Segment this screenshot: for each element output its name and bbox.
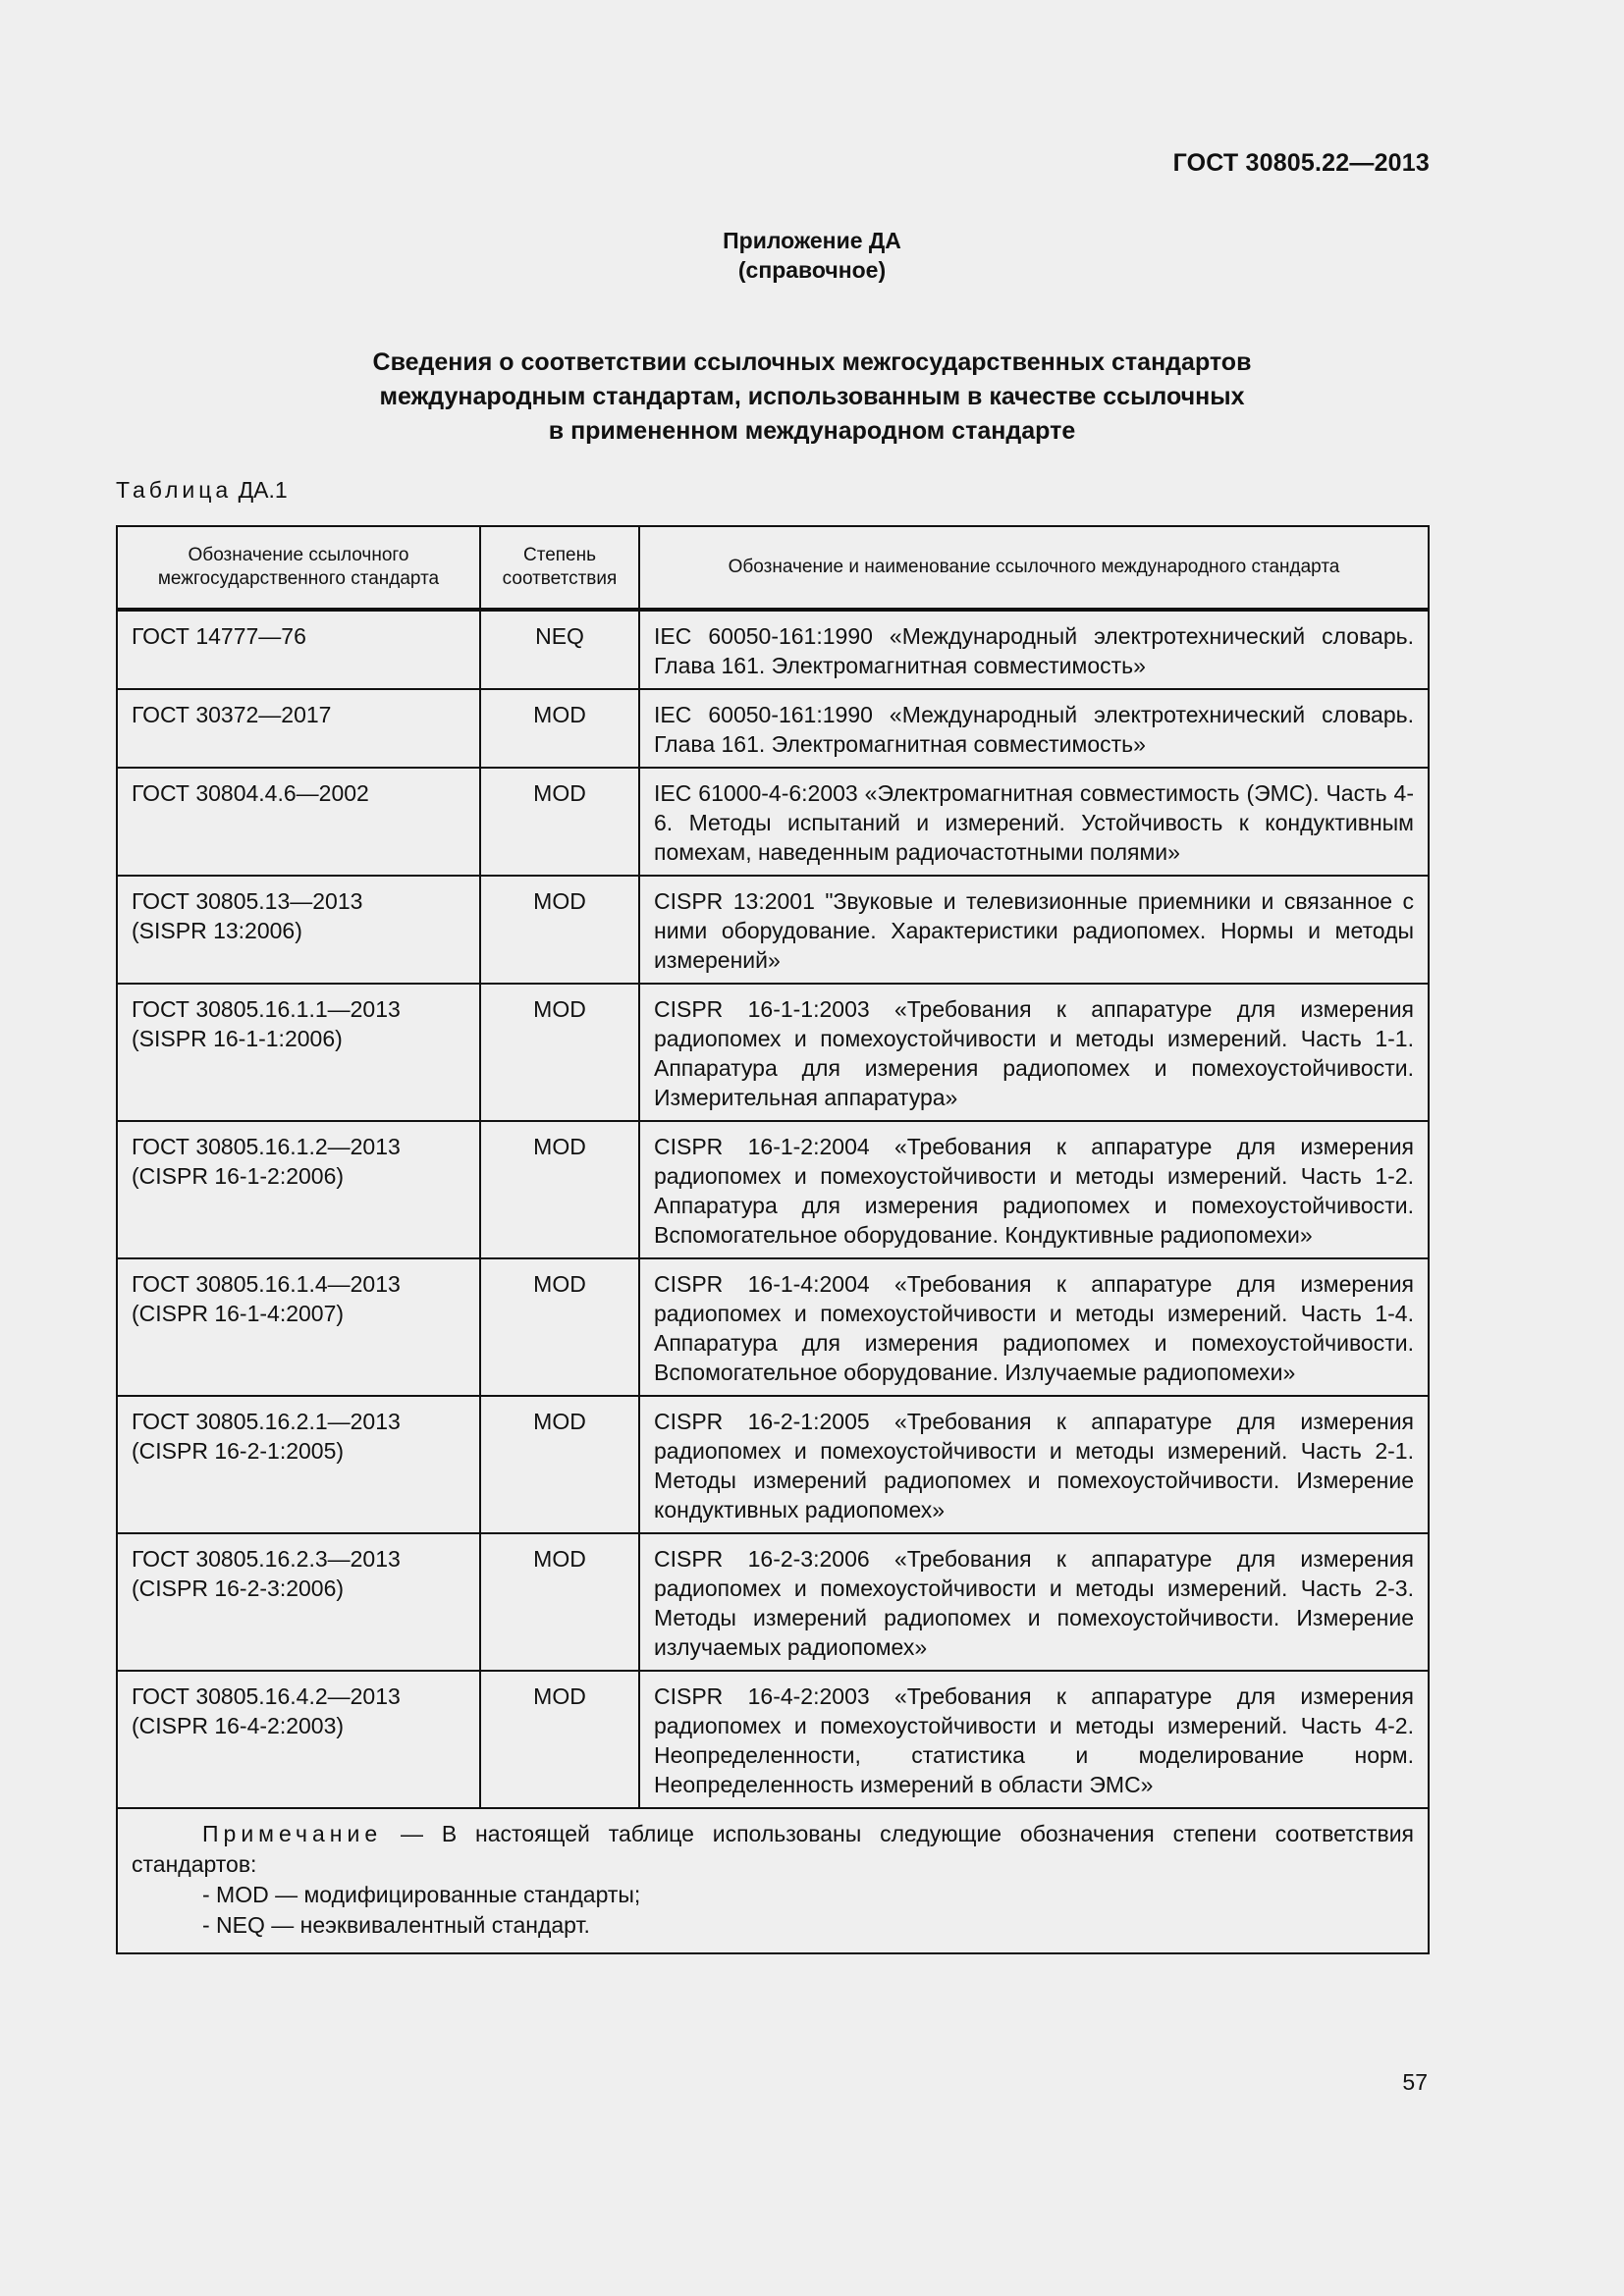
cell-gost (117, 1121, 480, 1258)
cell-degree: MOD (480, 689, 639, 768)
cell-gost (117, 1671, 480, 1808)
cell-gost (117, 689, 480, 768)
cell-international: CISPR 16-4-2:2003 «Требования к аппаратуре для измерения радиопомех и помехоустойчивости и методы измерений. Часть 4-2. Неопределенности, статистика и моделирование норм. Неопределенность измерений в области ЭМС» (639, 1671, 1429, 1808)
section-title-line: Сведения о соответствии ссылочных межгосударственных стандартов (372, 348, 1252, 376)
intl-code: (SISPR 16-1-1:2006) (132, 1026, 343, 1051)
gost-code: ГОСТ 30805.16.1.1—2013 (132, 996, 401, 1022)
table-label-number: ДА.1 (232, 477, 288, 503)
annex-title: Приложение ДА (723, 228, 901, 253)
cell-international: CISPR 16-1-2:2004 «Требования к аппаратуре для измерения радиопомех и помехоустойчивости и методы измерений. Часть 1-2. Аппаратура для измерения радиопомех и помехоустойчивости. Вспомогательное оборудование. Кондуктивные радиопомехи» (639, 1121, 1429, 1258)
gost-code: ГОСТ 30372—2017 (132, 702, 332, 727)
gost-code: ГОСТ 30805.16.1.4—2013 (132, 1271, 401, 1297)
gost-code: ГОСТ 30805.16.4.2—2013 (132, 1683, 401, 1709)
cell-degree: MOD (480, 1121, 639, 1258)
page-number: 57 (1402, 2069, 1428, 2095)
note-label: Примечание (202, 1821, 383, 1846)
table-label-word: Таблица (116, 477, 233, 503)
cell-gost (117, 876, 480, 984)
gost-code: ГОСТ 30804.4.6—2002 (132, 780, 369, 806)
intl-code: (CISPR 16-1-2:2006) (132, 1163, 345, 1189)
section-title-line: в примененном международном стандарте (548, 417, 1076, 445)
intl-code: (CISPR 16-2-3:2006) (132, 1575, 345, 1601)
table-row (117, 1396, 1429, 1533)
section-title (0, 346, 1624, 449)
table-row (117, 1671, 1429, 1808)
table-note-row (117, 1808, 1429, 1953)
table-row (117, 1533, 1429, 1671)
note-text: — В настоящей таблице использованы следующие обозначения степени соответствия стандартов: (132, 1821, 1414, 1877)
standards-table (116, 525, 1430, 1954)
annex-subtitle: (справочное) (737, 257, 887, 283)
table-row (117, 610, 1429, 689)
cell-international: CISPR 16-1-4:2004 «Требования к аппаратуре для измерения радиопомех и помехоустойчивости и методы измерений. Часть 1-4. Аппаратура для измерения радиопомех и помехоустойчивости. Вспомогательное оборудование. Излучаемые радиопомехи» (639, 1258, 1429, 1396)
cell-degree: MOD (480, 768, 639, 876)
cell-degree: MOD (480, 1396, 639, 1533)
gost-code: ГОСТ 30805.16.2.1—2013 (132, 1409, 401, 1434)
table-row (117, 1258, 1429, 1396)
cell-gost (117, 984, 480, 1121)
cell-international: CISPR 16-1-1:2003 «Требования к аппаратуре для измерения радиопомех и помехоустойчивости и методы измерений. Часть 1-1. Аппаратура для измерения радиопомех и помехоустойчивости. Измерительная аппаратура» (639, 984, 1429, 1121)
header-text: Степень (522, 545, 597, 565)
header-international-standard: Обозначение и наименование ссылочного международного стандарта (639, 526, 1429, 610)
intl-code: (SISPR 13:2006) (132, 918, 302, 943)
cell-international: CISPR 16-2-1:2005 «Требования к аппаратуре для измерения радиопомех и помехоустойчивости и методы измерений. Часть 2-1. Методы измерений радиопомех и помехоустойчивости. Измерение кондуктивных радиопомех» (639, 1396, 1429, 1533)
intl-code: (CISPR 16-2-1:2005) (132, 1438, 345, 1464)
header-degree (480, 526, 639, 610)
note-item: - NEQ — неэквивалентный стандарт. (202, 1912, 590, 1938)
cell-degree: NEQ (480, 610, 639, 689)
cell-degree: MOD (480, 984, 639, 1121)
cell-international: IEC 61000-4-6:2003 «Электромагнитная совместимость (ЭМС). Часть 4-6. Методы испытаний и измерений. Устойчивость к кондуктивным помехам, наведенным радиочастотными полями» (639, 768, 1429, 876)
cell-degree: MOD (480, 1258, 639, 1396)
cell-international: CISPR 16-2-3:2006 «Требования к аппаратуре для измерения радиопомех и помехоустойчивости и методы измерений. Часть 2-3. Методы измерений радиопомех и помехоустойчивости. Измерение излучаемых радиопомех» (639, 1533, 1429, 1671)
gost-code: ГОСТ 30805.16.1.2—2013 (132, 1134, 401, 1159)
gost-code: ГОСТ 30805.13—2013 (132, 888, 363, 914)
annex-heading (0, 226, 1624, 285)
gost-code: ГОСТ 14777—76 (132, 623, 306, 649)
cell-degree: MOD (480, 1671, 639, 1808)
table-row (117, 1121, 1429, 1258)
cell-international: IEC 60050-161:1990 «Международный электротехнический словарь. Глава 161. Электромагнитная совместимость» (639, 689, 1429, 768)
cell-gost (117, 1258, 480, 1396)
note-item: - MOD — модифицированные стандарты; (202, 1882, 641, 1907)
gost-code: ГОСТ 30805.16.2.3—2013 (132, 1546, 401, 1572)
table-note (117, 1808, 1429, 1953)
table-header-row (117, 526, 1429, 610)
header-text: Обозначение ссылочного (188, 545, 409, 565)
intl-code: (CISPR 16-1-4:2007) (132, 1301, 345, 1326)
document-code: ГОСТ 30805.22—2013 (1172, 149, 1430, 177)
cell-gost (117, 1533, 480, 1671)
intl-code: (CISPR 16-4-2:2003) (132, 1713, 345, 1738)
header-text: межгосударственного стандарта (157, 568, 440, 589)
header-gost-designation (117, 526, 480, 610)
section-title-line: международным стандартам, использованным в качестве ссылочных (379, 383, 1245, 410)
cell-international: CISPR 13:2001 "Звуковые и телевизионные приемники и связанное с ними оборудование. Характеристики радиопомех. Нормы и методы измерений» (639, 876, 1429, 984)
cell-gost (117, 768, 480, 876)
header-text: соответствия (502, 568, 618, 589)
cell-degree: MOD (480, 1533, 639, 1671)
table-row (117, 768, 1429, 876)
table-row (117, 876, 1429, 984)
table-row (117, 689, 1429, 768)
cell-gost (117, 1396, 480, 1533)
table-label (116, 477, 288, 504)
cell-gost (117, 610, 480, 689)
cell-international: IEC 60050-161:1990 «Международный электротехнический словарь. Глава 161. Электромагнитная совместимость» (639, 610, 1429, 689)
cell-degree: MOD (480, 876, 639, 984)
table-row (117, 984, 1429, 1121)
